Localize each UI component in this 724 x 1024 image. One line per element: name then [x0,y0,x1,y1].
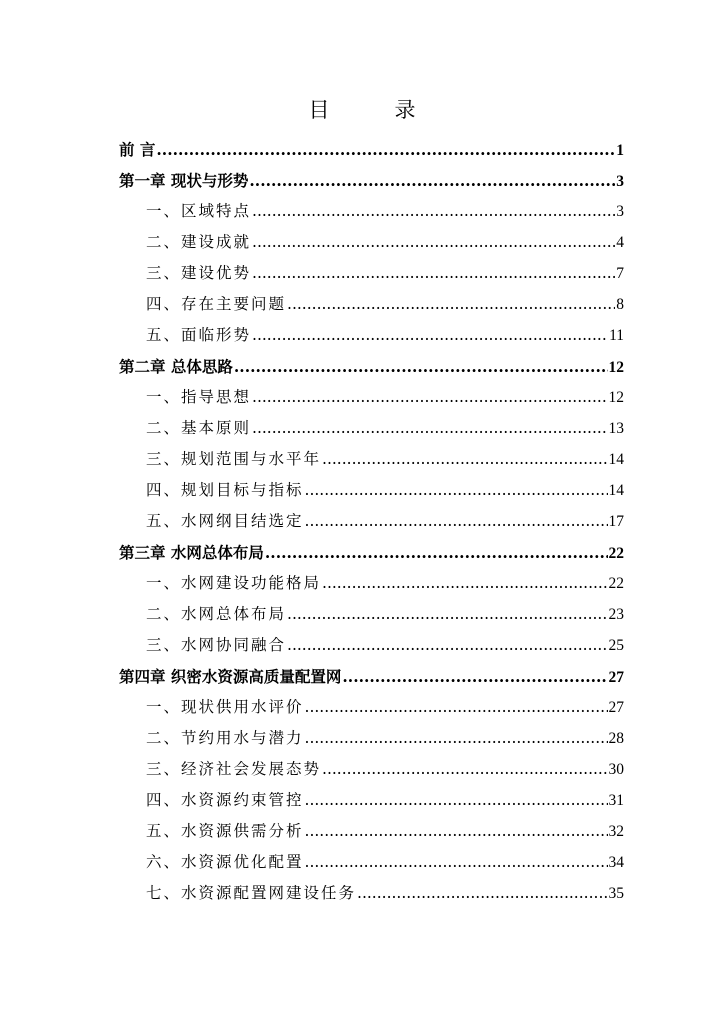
dot-leader [252,413,607,444]
dot-leader [252,196,615,227]
toc-entry-label: 二、水网总体布局 [146,605,287,623]
dot-leader [265,537,608,568]
toc-page-number: 4 [616,234,624,251]
toc-page-number: 22 [608,545,624,562]
toc-entry-label: 五、面临形势 [146,326,252,344]
toc-entry-label: 第四章 织密水资源高质量配置网 [119,667,342,686]
toc-entry-label: 三、经济社会发展态势 [146,760,322,778]
toc-entry-label: 四、存在主要问题 [146,295,287,313]
page-title: 目 录 [308,98,438,122]
toc-page-number: 7 [616,265,624,282]
dot-leader [156,134,615,165]
toc-page-number: 3 [616,173,624,190]
dot-leader [305,723,608,754]
toc-section-entry[interactable] [119,568,624,599]
dot-leader [305,475,608,506]
toc-page-number: 32 [608,823,624,840]
dot-leader [322,444,607,475]
toc-entry-label: 五、水资源供需分析 [146,822,304,840]
toc-entry-label: 三、水网协同融合 [146,636,287,654]
dot-leader [252,382,607,413]
toc-entry-label: 第二章 总体思路 [119,357,233,376]
toc-page-number: 17 [608,513,624,530]
toc-entry-label: 第一章 现状与形势 [119,171,249,190]
toc-entry-label: 四、水资源约束管控 [146,791,304,809]
toc-section-entry[interactable] [119,723,624,754]
dot-leader [287,630,607,661]
toc-section-entry[interactable] [119,754,624,785]
toc-entry-label: 一、现状供用水评价 [146,698,304,716]
toc-entry-label: 四、规划目标与指标 [146,481,304,499]
toc-section-entry[interactable] [119,227,624,258]
toc-page-number: 12 [608,359,624,376]
dot-leader [342,661,607,692]
dot-leader [252,258,615,289]
toc-section-entry[interactable] [119,320,624,351]
toc-section-entry[interactable] [119,599,624,630]
toc-section-entry[interactable] [119,506,624,537]
toc-chapter-entry[interactable] [119,134,624,165]
toc-section-entry[interactable] [119,444,624,475]
toc-entry-label: 六、水资源优化配置 [146,853,304,871]
toc-section-entry[interactable] [119,289,624,320]
toc-entry-label: 第三章 水网总体布局 [119,543,264,562]
toc-chapter-entry[interactable] [119,537,624,568]
toc-section-entry[interactable] [119,258,624,289]
toc-page-number: 11 [609,327,624,344]
toc-page-number: 12 [608,389,624,406]
dot-leader [357,878,607,909]
toc-section-entry[interactable] [119,413,624,444]
toc-entry-label: 一、指导思想 [146,388,252,406]
toc-page-number: 13 [608,420,624,437]
toc-page-number: 23 [608,606,624,623]
toc-entry-label: 三、规划范围与水平年 [146,450,322,468]
toc-page-number: 22 [608,575,624,592]
toc-entry-label: 七、水资源配置网建设任务 [146,884,357,902]
toc-page-number: 25 [608,637,624,654]
dot-leader [305,847,608,878]
toc-page-number: 14 [608,451,624,468]
toc-chapter-entry[interactable] [119,351,624,382]
dot-leader [234,351,608,382]
toc-section-entry[interactable] [119,692,624,723]
dot-leader [305,506,608,537]
toc-page-number: 35 [608,885,624,902]
dot-leader [322,754,607,785]
toc-entry-label: 一、区域特点 [146,202,252,220]
toc-chapter-entry[interactable] [119,661,624,692]
toc-entry-label: 二、建设成就 [146,233,252,251]
table-of-contents [119,134,624,909]
toc-section-entry[interactable] [119,785,624,816]
toc-section-entry[interactable] [119,878,624,909]
toc-section-entry[interactable] [119,475,624,506]
toc-section-entry[interactable] [119,382,624,413]
toc-page-number: 27 [608,669,624,686]
dot-leader [322,568,607,599]
toc-entry-label: 二、节约用水与潜力 [146,729,304,747]
toc-page-number: 28 [608,730,624,747]
dot-leader [305,785,608,816]
toc-entry-label: 五、水网纲目结选定 [146,512,304,530]
toc-section-entry[interactable] [119,816,624,847]
toc-entry-label: 前 言 [119,140,156,159]
dot-leader [305,816,608,847]
toc-entry-label: 二、基本原则 [146,419,252,437]
toc-page-number: 8 [616,296,624,313]
dot-leader [287,599,607,630]
toc-page-number: 27 [608,699,624,716]
dot-leader [287,289,615,320]
toc-entry-label: 三、建设优势 [146,264,252,282]
dot-leader [252,227,615,258]
toc-section-entry[interactable] [119,847,624,878]
toc-section-entry[interactable] [119,196,624,227]
toc-chapter-entry[interactable] [119,165,624,196]
toc-page-number: 30 [608,761,624,778]
dot-leader [252,320,608,351]
toc-section-entry[interactable] [119,630,624,661]
dot-leader [249,165,615,196]
toc-page-number: 34 [608,854,624,871]
toc-page-number: 31 [608,792,624,809]
toc-page-number: 14 [608,482,624,499]
dot-leader [305,692,608,723]
toc-page-number: 3 [616,203,624,220]
toc-entry-label: 一、水网建设功能格局 [146,574,322,592]
toc-page-number: 1 [616,142,624,159]
